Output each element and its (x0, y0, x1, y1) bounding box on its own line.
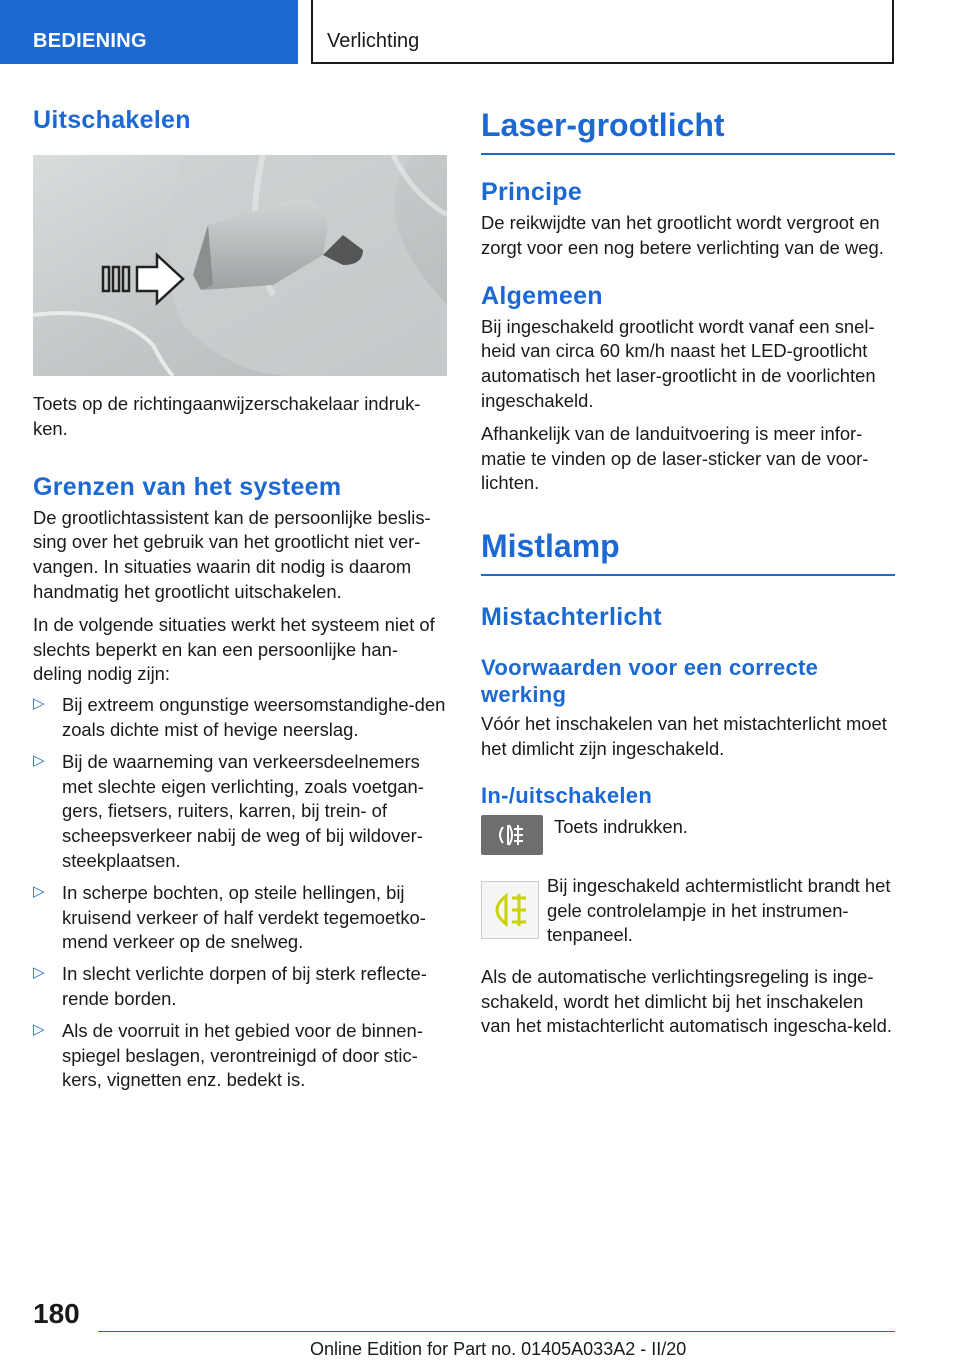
heading-grenzen: Grenzen van het systeem (33, 472, 342, 501)
paragraph-principe: De reikwijdte van het grootlicht wordt vergroot en zorgt voor een nog betere verlichting van de weg. (481, 212, 884, 258)
footer-rule (98, 1331, 895, 1332)
heading-laser-grootlicht: Laser-grootlicht (481, 105, 895, 155)
rear-fog-button-icon (481, 815, 543, 855)
turn-signal-switch-figure (33, 155, 447, 376)
paragraph-grenzen-1: De grootlichtassistent kan de persoonlijke beslis-sing over het gebruik van het grootlicht niet ver-vangen. In situaties waarin dit nodig is daarom handmatig het grootlicht uitschakelen. (33, 506, 431, 602)
right-column (481, 100, 895, 1039)
paragraph-algemeen-1: Bij ingeschakeld grootlicht wordt vanaf een snel-heid van circa 60 km/h naast het LED-grootlicht automatisch het laser-grootlicht in de voorlichten ingeschakeld. (481, 315, 876, 411)
paragraph-automatisch: Als de automatische verlichtingsregeling is inge-schakeld, wordt het dimlicht bij het inschakelen van het mistachterlicht automatisch ingescha-keld. (481, 965, 892, 1037)
list-item: ▷ Bij extreem ongunstige weersomstandighe-den zoals dichte mist of hevige neerslag. (33, 694, 446, 740)
bullet-triangle-icon: ▷ (33, 751, 45, 769)
list-item: ▷ Bij de waarneming van verkeersdeelnemers met slechte eigen verlichting, zoals voetgan-gers, fietsers, ruiters, karren, bij trein- of scheepsverkeer nabij de weg of bij wildover-steekplaatsen. (33, 750, 424, 871)
paragraph-voorwaarden: Vóór het inschakelen van het mistachterlicht moet het dimlicht zijn ingeschakeld. (481, 713, 887, 759)
heading-mistachterlicht: Mistachterlicht (481, 603, 662, 632)
list-item: ▷ In slecht verlichte dorpen of bij sterk reflecte-rende borden. (33, 963, 427, 1009)
heading-in-uitschakelen: In-/uitschakelen (481, 782, 653, 808)
paragraph-algemeen-2: Afhankelijk van de landuitvoering is meer infor-matie te vinden op de laser-sticker van de voor-lichten. (481, 422, 869, 494)
paragraph-grenzen-2: In de volgende situaties werkt het systeem niet of slechts beperkt en kan een persoonlijke han-deling nodig zijn: (33, 613, 435, 685)
list-item: ▷ Als de voorruit in het gebied voor de binnen-spiegel beslagen, verontreinigd of door stic-kers, vignetten enz. bedekt is. (33, 1019, 423, 1091)
header-section-tab (0, 0, 298, 64)
figure-caption: Toets op de richtingaanwijzerschakelaar indruk- ken. (33, 393, 421, 439)
heading-principe: Principe (481, 178, 583, 206)
heading-uitschakelen: Uitschakelen (33, 106, 191, 134)
bullet-triangle-icon: ▷ (33, 695, 45, 713)
header-section-label: BEDIENING (33, 30, 147, 52)
heading-voorwaarden: Voorwaarden voor een correcte werking (481, 655, 819, 708)
heading-mistlamp: Mistlamp (481, 526, 895, 576)
list-item: ▷ In scherpe bochten, op steile hellingen, bij kruisend verkeer of half verdekt tegemoetko-mend verkeer op de snelweg. (33, 881, 426, 953)
header-chapter-tab (311, 0, 894, 64)
header-chapter-label: Verlichting (327, 30, 420, 52)
button-row (481, 815, 895, 861)
bullet-triangle-icon: ▷ (33, 964, 45, 982)
paragraph-toets: Toets indrukken. (554, 815, 688, 837)
limitations-list (33, 693, 447, 1093)
left-column (33, 100, 447, 1100)
rear-fog-indicator-icon (481, 881, 539, 939)
indicator-row (481, 874, 895, 959)
edition-note: Online Edition for Part no. 01405A033A2 - II/20 (310, 1339, 687, 1359)
heading-algemeen: Algemeen (481, 281, 603, 310)
page-number: 180 (33, 1298, 80, 1329)
bullet-triangle-icon: ▷ (33, 882, 45, 900)
bullet-triangle-icon: ▷ (33, 1020, 45, 1038)
paragraph-controlelampje: Bij ingeschakeld achtermistlicht brandt het gele controlelampje in het instrumen-tenpaneel. (547, 874, 891, 946)
